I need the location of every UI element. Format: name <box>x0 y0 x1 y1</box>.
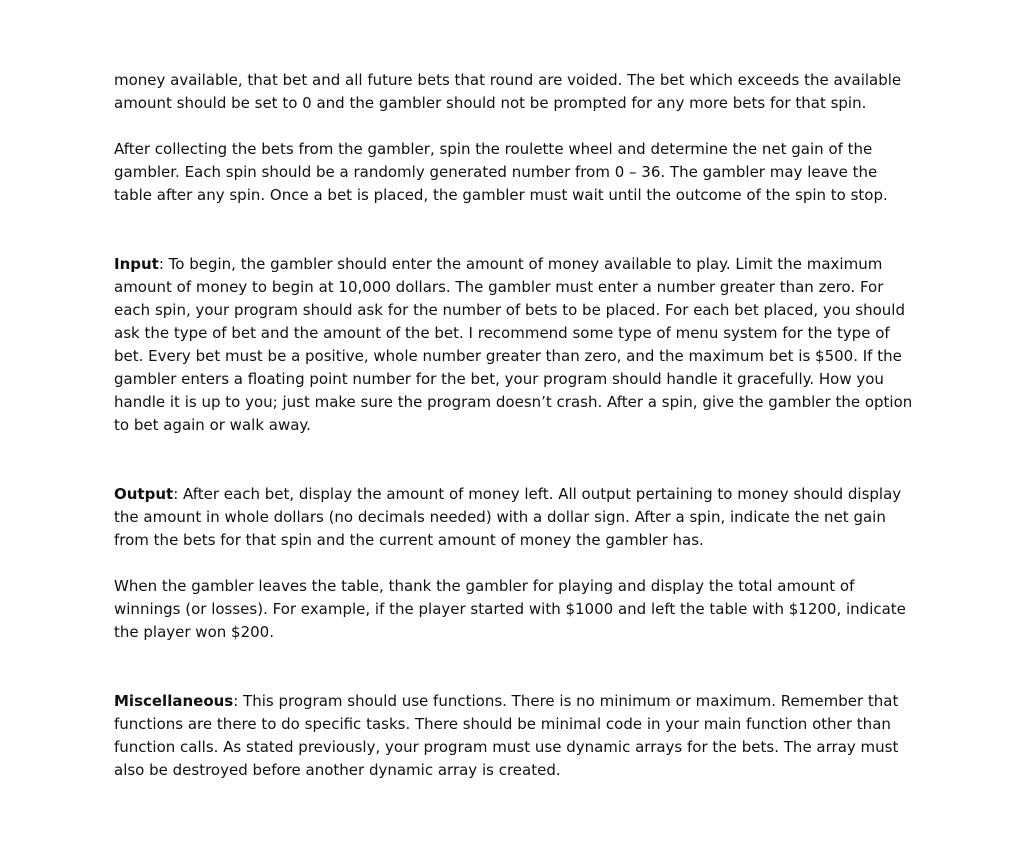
section-output <box>114 483 914 552</box>
paragraph-spin <box>114 138 914 207</box>
paragraph-leaving-table <box>114 575 914 644</box>
section-label-input: Input <box>114 255 159 273</box>
paragraph-gap <box>114 437 914 483</box>
section-text-input: : To begin, the gambler should enter the amount of money available to play. Limit the maximum amount of money to begin at 10,000 dollars. The gambler must enter a number greater than zero. For each spin, your program should ask for the number of bets to be placed. For each bet placed, you should ask the type of bet and the amount of the bet. I recommend some type of menu system for the type of bet. Every bet must be a positive, whole number greater than zero, and the maximum bet is $500. If the gambler enters a floating point number for the bet, your program should handle it gracefully. How you handle it is up to you; just make sure the program doesn’t crash. After a spin, give the gambler the option to bet again or walk away. <box>114 255 913 434</box>
paragraph-gap <box>114 552 914 575</box>
paragraph-gap <box>114 644 914 690</box>
paragraph-text: When the gambler leaves the table, thank the gambler for playing and display the total amount of winnings (or losses). For example, if the player started with $1000 and left the table with $1200, indicate the player won $200. <box>114 577 906 641</box>
section-text-miscellaneous: : This program should use functions. There is no minimum or maximum. Remember that functions are there to do specific tasks. There should be minimal code in your main function other than function calls. As stated previously, your program must use dynamic arrays for the bets. The array must also be destroyed before another dynamic array is created. <box>114 692 899 779</box>
section-label-miscellaneous: Miscellaneous <box>114 692 234 710</box>
paragraph-gap <box>114 115 914 138</box>
section-miscellaneous <box>114 690 914 782</box>
document-page <box>114 69 914 782</box>
section-label-output: Output <box>114 485 174 503</box>
section-input <box>114 253 914 437</box>
paragraph-text: money available, that bet and all future bets that round are voided. The bet which exceeds the available amount should be set to 0 and the gambler should not be prompted for any more bets for that spin. <box>114 71 902 112</box>
paragraph-text: After collecting the bets from the gambler, spin the roulette wheel and determine the net gain of the gambler. Each spin should be a randomly generated number from 0 – 36. The gambler may leave the table after any spin. Once a bet is placed, the gambler must wait until the outcome of the spin to stop. <box>114 140 888 204</box>
paragraph-bet-voiding <box>114 69 914 115</box>
paragraph-gap <box>114 207 914 253</box>
section-text-output: : After each bet, display the amount of money left. All output pertaining to money should display the amount in whole dollars (no decimals needed) with a dollar sign. After a spin, indicate the net gain from the bets for that spin and the current amount of money the gambler has. <box>114 485 902 549</box>
